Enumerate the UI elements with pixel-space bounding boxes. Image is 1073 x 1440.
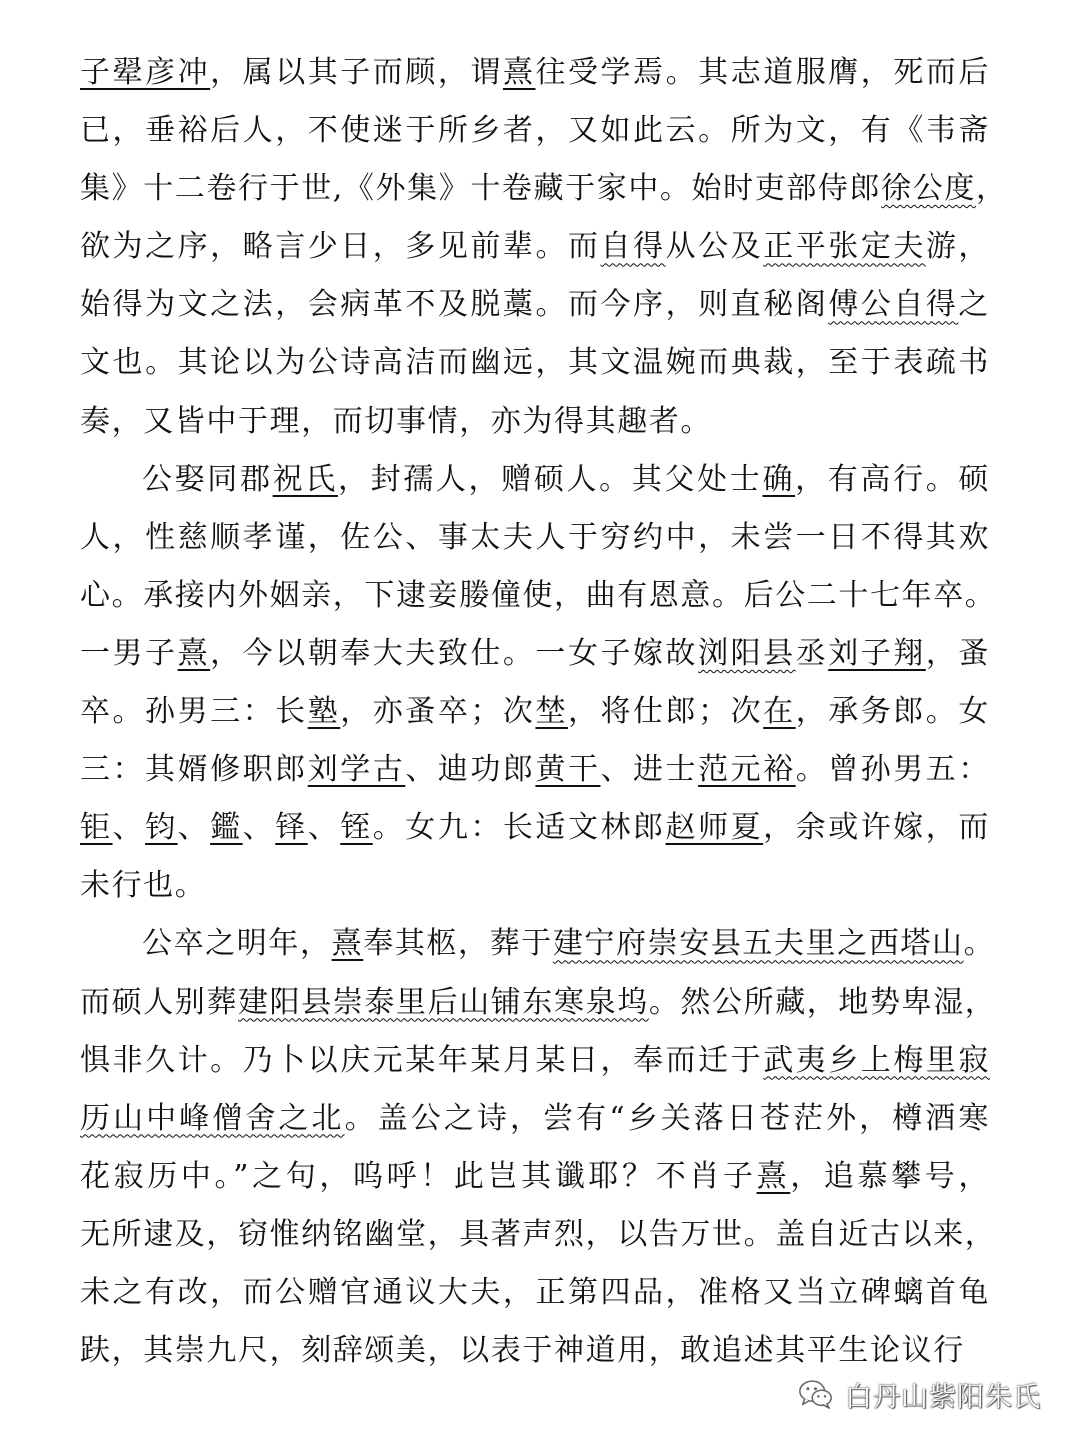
text-line	[80, 915, 996, 973]
text-segment: 、	[112, 810, 146, 846]
text-segment: 、	[242, 810, 276, 846]
text-segment: 。女九：长适文林郎	[372, 810, 666, 846]
text-line	[80, 44, 990, 102]
text-line	[80, 857, 990, 915]
text-segment: ，余或许嫁，而	[763, 810, 990, 846]
annotated-name: 赵师夏	[665, 810, 764, 846]
annotated-name: 刘子翔	[828, 635, 926, 671]
text-segment: 。然公所藏，地势卑湿，	[648, 984, 997, 1020]
wechat-icon	[797, 1375, 835, 1413]
annotated-name: 刘学古	[307, 752, 406, 788]
text-segment: 始得为文之法，会病革不及脱藁。而今序，则直秘阁	[80, 287, 829, 323]
text-line	[80, 218, 990, 276]
text-segment: 欲为之序，略言少日，多见前辈。而	[80, 229, 601, 265]
text-segment: 游，	[925, 229, 991, 265]
text-segment: 从公及	[665, 229, 764, 265]
annotated-name: 历山中峰僧舍之北	[80, 1100, 345, 1136]
text-line	[80, 1032, 990, 1090]
annotated-name: 熹	[756, 1158, 791, 1194]
annotated-name: 塾	[307, 694, 341, 730]
text-segment: ，亦蚤卒；次	[340, 694, 536, 730]
annotated-name: 鑑	[210, 810, 243, 846]
annotated-name: 建宁府崇安县五夫里之西塔山	[552, 926, 964, 962]
text-segment: ，蚤	[925, 635, 990, 671]
text-line	[80, 160, 1008, 218]
text-segment: ，封孺人，赠硕人。其父处士	[337, 461, 763, 497]
text-segment: 三：其婿修职郎	[80, 752, 308, 788]
text-segment: 而硕人别葬	[80, 984, 238, 1020]
annotated-name: 祝氏	[272, 461, 338, 497]
text-line	[80, 974, 997, 1032]
text-segment: ，	[975, 171, 1008, 207]
text-segment: 、	[177, 810, 211, 846]
text-segment: 已，垂裕后人，不使迷于所乡者，又如此云。所为文，有《韦斋	[80, 113, 990, 149]
text-segment: 公娶同郡	[142, 461, 273, 497]
annotated-name: 埜	[535, 694, 568, 730]
annotated-name: 武夷乡上梅里寂	[763, 1042, 991, 1078]
annotated-name: 傅公自得	[828, 287, 959, 323]
annotated-name: 熹	[177, 635, 211, 671]
text-segment: 未之有改，而公赠官通议大夫，正第四品，准格又当立碑螭首龟	[80, 1274, 990, 1310]
text-segment: 花寂历中。”之句，呜呼！此岂其谶耶？不肖子	[80, 1158, 757, 1194]
text-segment: ，今以朝奉大夫致仕。一女子嫁故	[210, 635, 699, 671]
text-segment: 心。承接内外姻亲，下逮妾媵僮使，曲有恩意。后公二十七年卒。	[80, 577, 997, 613]
annotated-name: 钧	[145, 810, 178, 846]
text-line	[80, 509, 990, 567]
text-line	[80, 451, 990, 509]
annotated-name: 熹	[502, 55, 536, 90]
text-segment: 、迪功郎	[405, 752, 536, 788]
text-segment: 文也。其论以为公诗高洁而幽远，其文温婉而典裁，至于表疏书	[80, 345, 990, 381]
text-line	[80, 741, 990, 799]
document-body	[80, 44, 1008, 1380]
text-segment: 之	[958, 287, 990, 323]
text-line	[80, 683, 990, 741]
text-segment: 奉其柩，葬于	[363, 926, 553, 962]
text-segment: 无所逮及，窃惟纳铭幽堂，具著声烈，以告万世。盖自近古以来，	[80, 1216, 997, 1252]
text-line	[80, 334, 990, 392]
watermark	[797, 1372, 1041, 1416]
annotated-name: 浏阳县	[698, 635, 796, 671]
text-segment: 。曾孙男五：	[795, 752, 990, 788]
text-segment: ，有高行。硕	[795, 461, 990, 497]
text-segment: 人，性慈顺孝谨，佐公、事太夫人于穷约中，未尝一日不得其欢	[80, 519, 990, 555]
annotated-name: 在	[763, 694, 796, 730]
text-line	[80, 799, 990, 857]
text-line	[80, 1090, 990, 1148]
text-segment: 、进士	[600, 752, 699, 788]
watermark-text: 白丹山紫阳朱氏	[845, 1381, 1041, 1413]
text-segment: 丞	[795, 635, 829, 671]
annotated-name: 熹	[331, 926, 364, 962]
text-segment: 公卒之明年，	[142, 926, 332, 962]
annotated-name: 确	[762, 461, 796, 497]
text-line	[80, 102, 990, 160]
text-segment: 未行也。	[80, 868, 207, 904]
text-line	[80, 1148, 990, 1206]
annotated-name: 铎	[275, 810, 308, 846]
annotated-name: 黄干	[535, 752, 601, 788]
annotated-name: 子翚彦冲	[80, 55, 211, 90]
text-line	[80, 276, 990, 334]
text-segment: 、	[307, 810, 341, 846]
text-segment: ，承务郎。女	[795, 694, 990, 730]
text-line	[80, 1206, 997, 1264]
annotated-name: 正平张定夫	[763, 229, 926, 265]
text-line	[80, 1264, 990, 1322]
text-segment: ，追慕攀号，	[790, 1158, 990, 1194]
text-segment: 一男子	[80, 635, 178, 671]
text-segment: 卒。孙男三：长	[80, 694, 308, 730]
annotated-name: 铚	[340, 810, 373, 846]
text-segment: ，将仕郎；次	[567, 694, 764, 730]
text-line	[80, 567, 997, 625]
text-line	[80, 625, 990, 683]
annotated-name: 自得	[600, 229, 666, 265]
text-segment: 集》十二卷行于世,《外集》十卷藏于家中。始时吏部侍郎	[80, 171, 882, 207]
text-segment: 往受学焉。其志道服膺，死而后	[535, 55, 991, 90]
annotated-name: 范元裕	[698, 752, 796, 788]
text-segment: ，属以其子而顾，谓	[210, 55, 503, 90]
annotated-name: 徐公度	[881, 171, 976, 207]
text-segment: 趺，其崇九尺，刻辞颂美，以表于神道用，敢追述其平生论议行	[80, 1333, 965, 1369]
text-segment: 。	[963, 926, 996, 962]
text-segment: 。盖公之诗，尝有“乡关落日苍茫外，樽酒寒	[344, 1100, 990, 1136]
text-segment: 奏，又皆中于理，而切事情，亦为得其趣者。	[80, 403, 712, 439]
text-line	[80, 393, 990, 451]
annotated-name: 钜	[80, 810, 113, 846]
text-segment: 惧非久计。乃卜以庆元某年某月某日，奉而迁于	[80, 1042, 764, 1078]
annotated-name: 建阳县崇泰里后山铺东寒泉坞	[238, 984, 649, 1020]
